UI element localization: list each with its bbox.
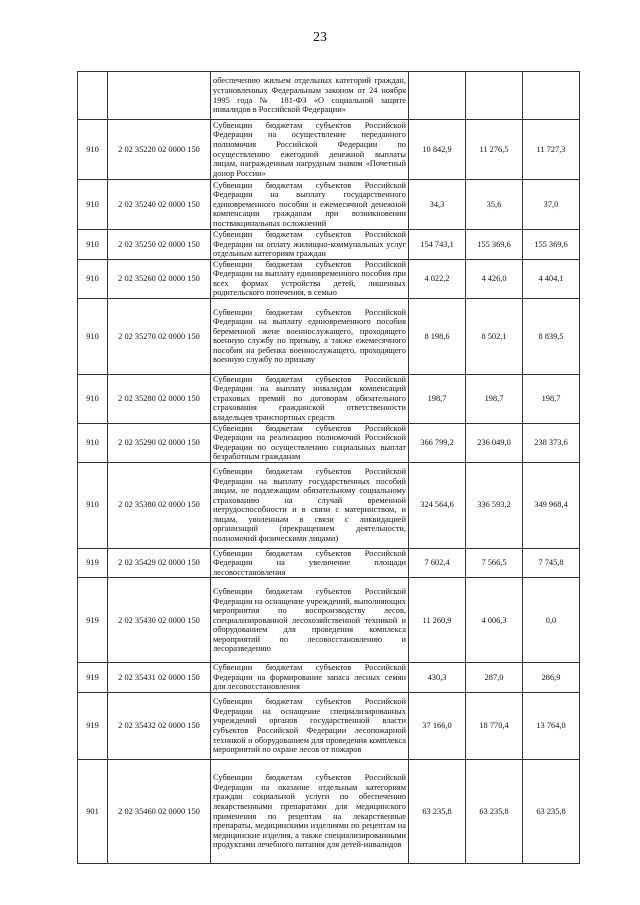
- amount-year-3-cell: 238 373,6: [523, 423, 580, 462]
- revenue-name-cell: Субвенции бюджетам субъектов Российской Федерации на осуществление переданного полномочия Российской Федерации по осуществлению ежегодной денежной выплаты лицам, награжденным нагрудным знаком «Почетный донор России»: [211, 120, 409, 180]
- amount-year-2-cell: 8 502,1: [466, 298, 523, 374]
- amount-year-2-cell: 18 770,4: [466, 693, 523, 760]
- revenue-code-cell: 2 02 35380 02 0000 150: [108, 462, 211, 548]
- revenue-code-cell: [108, 72, 211, 120]
- admin-code-cell: 901: [78, 760, 108, 864]
- amount-year-2-cell: 11 276,5: [466, 120, 523, 180]
- revenue-code-cell: 2 02 35240 02 0000 150: [108, 180, 211, 230]
- admin-code-cell: 910: [78, 180, 108, 230]
- revenue-code-cell: 2 02 35220 02 0000 150: [108, 120, 211, 180]
- revenue-name-cell: Субвенции бюджетам субъектов Российской Федерации на выплату единовременного пособия при всех формах устройства детей, лишенных родительского попечения, в семью: [211, 259, 409, 298]
- revenue-code-cell: 2 02 35250 02 0000 150: [108, 230, 211, 260]
- amount-year-2-cell: 4 006,3: [466, 578, 523, 663]
- revenue-code-cell: 2 02 35429 02 0000 150: [108, 548, 211, 578]
- table-row: [78, 259, 580, 298]
- amount-year-3-cell: 286,9: [523, 663, 580, 693]
- table-row: [78, 230, 580, 260]
- amount-year-2-cell: 35,6: [466, 180, 523, 230]
- amount-year-1-cell: 4 022,2: [409, 259, 466, 298]
- amount-year-3-cell: 155 369,6: [523, 230, 580, 260]
- amount-year-1-cell: 324 564,6: [409, 462, 466, 548]
- amount-year-3-cell: 349 968,4: [523, 462, 580, 548]
- amount-year-1-cell: 154 743,1: [409, 230, 466, 260]
- amount-year-1-cell: 430,3: [409, 663, 466, 693]
- amount-year-3-cell: 8 839,5: [523, 298, 580, 374]
- table-row: [78, 180, 580, 230]
- admin-code-cell: 910: [78, 423, 108, 462]
- amount-year-3-cell: 11 727,3: [523, 120, 580, 180]
- budget-table: [77, 71, 580, 864]
- amount-year-1-cell: [409, 72, 466, 120]
- amount-year-1-cell: 10 842,9: [409, 120, 466, 180]
- revenue-code-cell: 2 02 35270 02 0000 150: [108, 298, 211, 374]
- admin-code-cell: [78, 72, 108, 120]
- amount-year-1-cell: 37 166,0: [409, 693, 466, 760]
- amount-year-2-cell: 336 593,2: [466, 462, 523, 548]
- admin-code-cell: 919: [78, 693, 108, 760]
- revenue-name-cell: Субвенции бюджетам субъектов Российской Федерации на оснащение специализированных учреждений органов государственной власти субъектов Российской Федерации лесопожарной техникой и оборудованием для проведения комплекса мероприятий по охране лесов от пожаров: [211, 693, 409, 760]
- table-row: [78, 462, 580, 548]
- table-row: [78, 423, 580, 462]
- page-number: 23: [313, 30, 327, 45]
- table-row: [78, 120, 580, 180]
- amount-year-3-cell: 0,0: [523, 578, 580, 663]
- table-row: [78, 693, 580, 760]
- admin-code-cell: 919: [78, 548, 108, 578]
- revenue-code-cell: 2 02 35460 02 0000 150: [108, 760, 211, 864]
- admin-code-cell: 919: [78, 578, 108, 663]
- table-row: [78, 548, 580, 578]
- amount-year-1-cell: 8 198,6: [409, 298, 466, 374]
- revenue-name-cell: Субвенции бюджетам субъектов Российской Федерации на выплату государственного единовременного пособия и ежемесячной денежной компенсации гражданам при возникновении поствакцинальных осложнений: [211, 180, 409, 230]
- admin-code-cell: 910: [78, 374, 108, 423]
- revenue-code-cell: 2 02 35432 02 0000 150: [108, 693, 211, 760]
- revenue-code-cell: 2 02 35431 02 0000 150: [108, 663, 211, 693]
- revenue-name-cell: Субвенции бюджетам субъектов Российской Федерации на формирование запаса лесных семян для лесовосстановления: [211, 663, 409, 693]
- amount-year-3-cell: 198,7: [523, 374, 580, 423]
- amount-year-1-cell: 63 235,8: [409, 760, 466, 864]
- admin-code-cell: 919: [78, 663, 108, 693]
- amount-year-2-cell: 287,0: [466, 663, 523, 693]
- revenue-name-cell: Субвенции бюджетам субъектов Российской Федерации на увеличение площади лесовосстановления: [211, 548, 409, 578]
- amount-year-3-cell: 63 235,8: [523, 760, 580, 864]
- table-row: [78, 72, 580, 120]
- table-row: [78, 374, 580, 423]
- revenue-name-cell: Субвенции бюджетам субъектов Российской Федерации на выплату единовременного пособия беременной жене военнослужащего, проходящего военную службу по призыву, а также ежемесячного пособия на ребенка военнослужащего, проходящего военную службу по призыву: [211, 298, 409, 374]
- admin-code-cell: 910: [78, 230, 108, 260]
- amount-year-1-cell: 7 602,4: [409, 548, 466, 578]
- amount-year-1-cell: 11 260,9: [409, 578, 466, 663]
- amount-year-2-cell: 198,7: [466, 374, 523, 423]
- amount-year-2-cell: 155 369,6: [466, 230, 523, 260]
- amount-year-3-cell: 7 745,8: [523, 548, 580, 578]
- amount-year-3-cell: 4 404,1: [523, 259, 580, 298]
- table-row: [78, 663, 580, 693]
- revenue-code-cell: 2 02 35290 02 0000 150: [108, 423, 211, 462]
- table-row: [78, 578, 580, 663]
- amount-year-2-cell: 7 566,5: [466, 548, 523, 578]
- amount-year-3-cell: 37,0: [523, 180, 580, 230]
- admin-code-cell: 910: [78, 120, 108, 180]
- admin-code-cell: 910: [78, 298, 108, 374]
- amount-year-2-cell: [466, 72, 523, 120]
- revenue-name-cell: Субвенции бюджетам субъектов Российской Федерации на реализацию полномочий Российской Федерации по осуществлению социальных выплат безработным гражданам: [211, 423, 409, 462]
- table-row: [78, 760, 580, 864]
- revenue-name-cell: Субвенции бюджетам субъектов Российской Федерации на выплату инвалидам компенсаций страховых премий по договорам обязательного страхования гражданской ответственности владельцев транспортных средств: [211, 374, 409, 423]
- amount-year-2-cell: 4 426,0: [466, 259, 523, 298]
- amount-year-2-cell: 63 235,8: [466, 760, 523, 864]
- revenue-name-cell: обеспечению жильем отдельных категорий граждан, установленных Федеральным законом от 24 ноября 1995 года № 181-ФЗ «О социальной защите инвалидов в Российской Федерации»: [211, 72, 409, 120]
- revenue-code-cell: 2 02 35280 02 0000 150: [108, 374, 211, 423]
- admin-code-cell: 910: [78, 259, 108, 298]
- admin-code-cell: 910: [78, 462, 108, 548]
- revenue-code-cell: 2 02 35430 02 0000 150: [108, 578, 211, 663]
- revenue-name-cell: Субвенции бюджетам субъектов Российской Федерации на оказание отдельным категориям граждан социальной услуги по обеспечению лекарственными препаратами для медицинского применения по рецептам на лекарственные препараты, медицинскими изделиями по рецептам на медицинские изделия, а также специализированными продуктами лечебного питания для детей-инвалидов: [211, 760, 409, 864]
- revenue-code-cell: 2 02 35260 02 0000 150: [108, 259, 211, 298]
- amount-year-1-cell: 34,3: [409, 180, 466, 230]
- amount-year-2-cell: 236 049,0: [466, 423, 523, 462]
- revenue-name-cell: Субвенции бюджетам субъектов Российской Федерации на оплату жилищно-коммунальных услуг отдельным категориям граждан: [211, 230, 409, 260]
- revenue-name-cell: Субвенции бюджетам субъектов Российской Федерации на оснащение учреждений, выполняющих мероприятия по воспроизводству лесов, специализированной лесохозяйственной техникой и оборудованием для проведения комплекса мероприятий по лесовосстановлению и лесоразведению: [211, 578, 409, 663]
- table-body: [78, 72, 580, 864]
- table-row: [78, 298, 580, 374]
- amount-year-3-cell: [523, 72, 580, 120]
- amount-year-1-cell: 366 799,2: [409, 423, 466, 462]
- revenue-name-cell: Субвенции бюджетам субъектов Российской Федерации на выплату государственных пособий лицам, не подлежащим обязательному социальному страхованию на случай временной нетрудоспособности и в связи с материнством, и лицам, уволенным в связи с ликвидацией организаций (прекращением деятельности, полномочий физическими лицами): [211, 462, 409, 548]
- amount-year-1-cell: 198,7: [409, 374, 466, 423]
- amount-year-3-cell: 13 764,0: [523, 693, 580, 760]
